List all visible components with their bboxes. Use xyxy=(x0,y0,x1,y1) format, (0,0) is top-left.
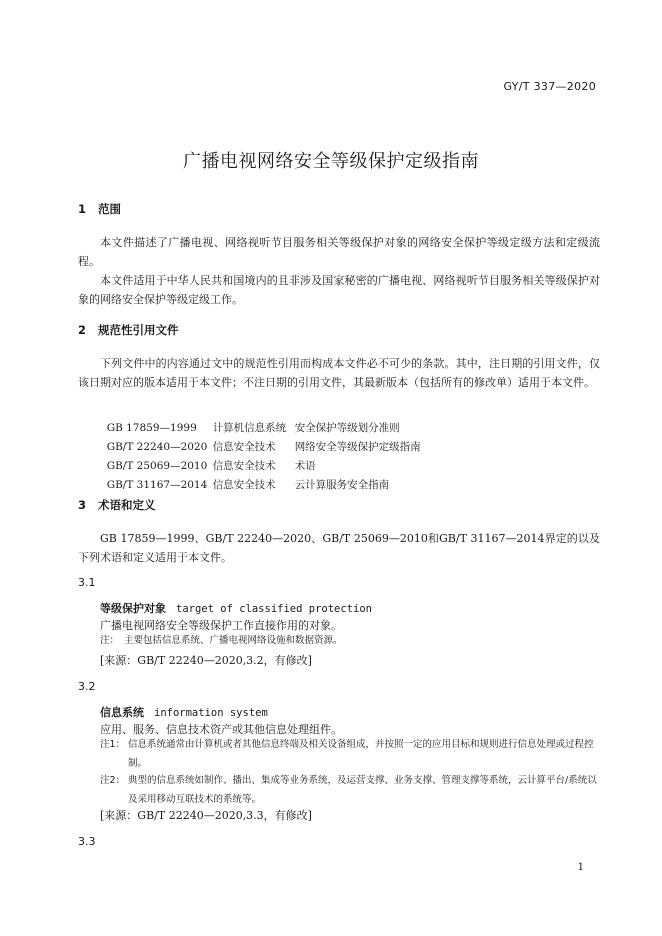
term-number: 3.2 xyxy=(78,680,96,693)
reference-name: 信息安全技术 xyxy=(212,479,276,491)
section-1-paragraph: 本文件适用于中华人民共和国境内的且非涉及国家秘密的广播电视、网络视听节目服务相关等级保护对象的网络安全保护等级定级工作。 xyxy=(78,274,600,306)
reference-code: GB/T 25069—2010 xyxy=(106,460,208,472)
term-heading xyxy=(100,704,268,720)
section-3-number: 3 xyxy=(78,498,87,512)
term-chinese: 信息系统 xyxy=(100,706,144,719)
note-label: 注： xyxy=(100,635,120,646)
section-3-heading xyxy=(78,497,156,513)
reference-name: 信息安全技术 xyxy=(212,460,276,472)
section-3-intro: GB 17859—1999、GB/T 22240—2020、GB/T 25069—2010和GB/T 31167—2014界定的以及下列术语和定义适用于本文件。 xyxy=(78,532,600,564)
section-2-heading xyxy=(78,322,179,338)
section-3-title: 术语和定义 xyxy=(98,498,156,512)
term-number: 3.3 xyxy=(78,835,96,848)
document-title: 广播电视网络安全等级保护定级指南 xyxy=(183,151,479,172)
note-text: 信息系统通常由计算机或者其他信息终端及相关设备组成，并按照一定的应用目标和规则进行信息处理或过程控制。 xyxy=(128,739,594,769)
page-number: 1 xyxy=(577,862,584,873)
term-definition: 应用、服务、信息技术资产或其他信息处理组件。 xyxy=(100,723,342,736)
reference-code: GB 17859—1999 xyxy=(106,422,197,434)
term-heading xyxy=(100,600,372,616)
section-1-title: 范围 xyxy=(98,202,121,216)
term-english: information system xyxy=(154,707,268,719)
section-1-number: 1 xyxy=(78,202,87,216)
note-label: 注2： xyxy=(100,775,126,786)
term-note xyxy=(100,631,600,650)
section-1-heading xyxy=(78,201,121,217)
term-note xyxy=(100,771,600,809)
reference-title: 云计算服务安全指南 xyxy=(294,479,390,491)
section-1-paragraph: 本文件描述了广播电视、网络视听节目服务相关等级保护对象的网络安全保护等级定级方法和定级流程。 xyxy=(78,236,600,268)
term-english: target of classified protection xyxy=(176,603,372,615)
reference-name: 计算机信息系统 xyxy=(212,422,287,434)
term-definition: 广播电视网络安全等级保护工作直接作用的对象。 xyxy=(100,619,342,632)
term-source: [来源：GB/T 22240—2020,3.3，有修改] xyxy=(100,809,312,822)
reference-title: 网络安全等级保护定级指南 xyxy=(294,441,421,453)
reference-item xyxy=(100,465,389,492)
reference-name: 信息安全技术 xyxy=(212,441,276,453)
term-source: [来源：GB/T 22240—2020,3.2，有修改] xyxy=(100,654,312,667)
reference-code: GB/T 22240—2020 xyxy=(106,441,208,453)
note-label: 注1： xyxy=(100,739,126,750)
note-text: 典型的信息系统如制作、播出、集成等业务系统，及运营支撑、业务支撑、管理支撑等系统，云计算平台/系统以及采用移动互联技术的系统等。 xyxy=(128,775,597,805)
term-chinese: 等级保护对象 xyxy=(100,602,166,615)
section-2-intro: 下列文件中的内容通过文中的规范性引用而构成本文件必不可少的条款。其中，注日期的引用文件，仅该日期对应的版本适用于本文件；不注日期的引用文件，其最新版本（包括所有的修改单）适用于本文件。 xyxy=(78,357,600,389)
section-2-number: 2 xyxy=(78,323,87,337)
reference-title: 安全保护等级划分准则 xyxy=(294,422,400,434)
standard-number: GY/T 337—2020 xyxy=(503,80,596,93)
note-text: 主要包括信息系统、广播电视网络设施和数据资源。 xyxy=(124,635,343,646)
reference-title: 术语 xyxy=(294,460,316,472)
term-number: 3.1 xyxy=(78,576,96,589)
term-note xyxy=(100,735,600,773)
section-2-title: 规范性引用文件 xyxy=(98,323,179,337)
reference-code: GB/T 31167—2014 xyxy=(106,479,208,491)
